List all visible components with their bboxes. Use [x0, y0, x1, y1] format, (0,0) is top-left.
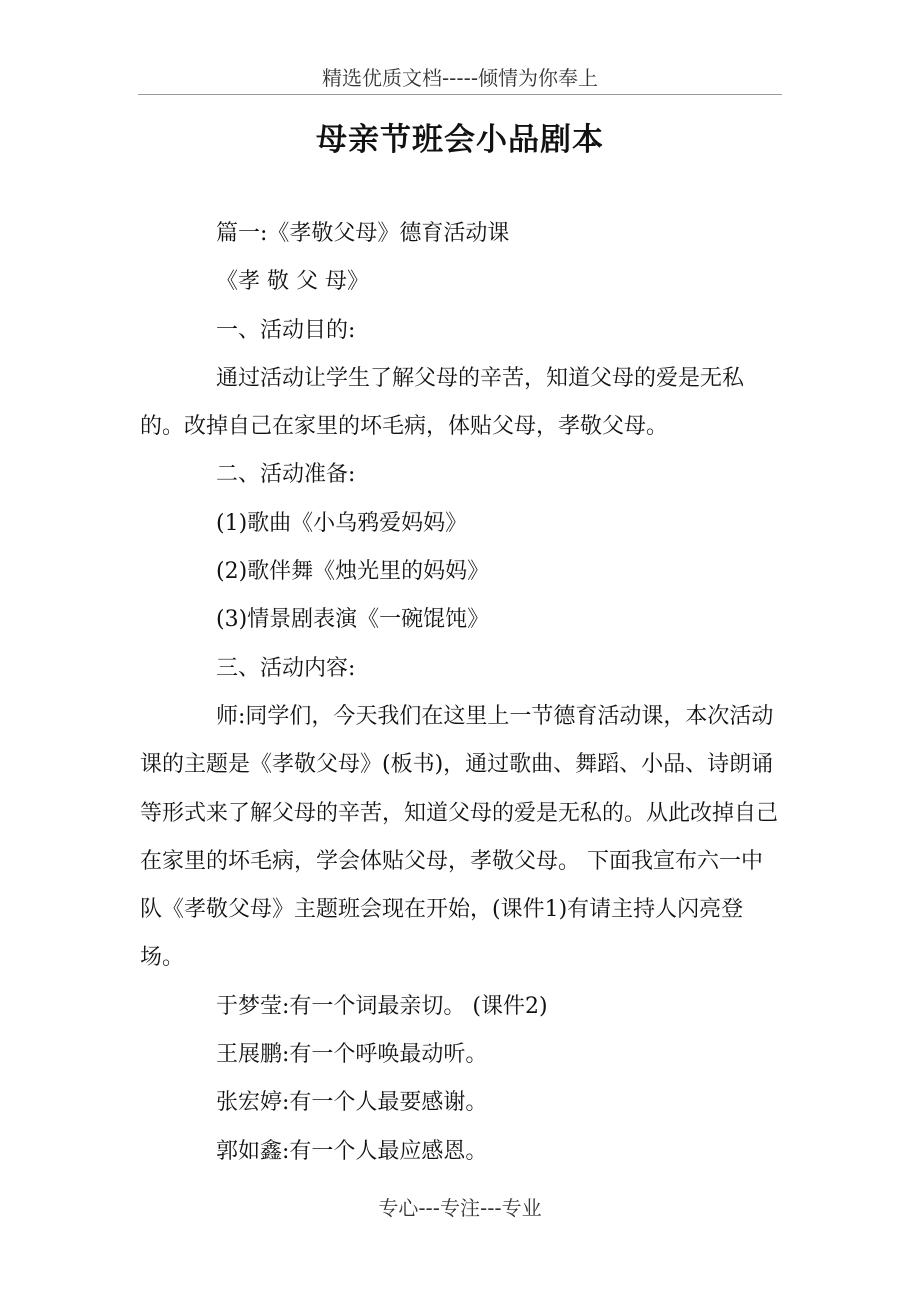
paragraph-13: 张宏婷:有一个人最要感谢。: [216, 1090, 488, 1116]
page-footer: 专心---专注---专业: [378, 1196, 542, 1220]
paragraph-3: 一、活动目的:: [216, 317, 356, 343]
paragraph-10: 师:同学们，今天我们在这里上一节德育活动课，本次活动课的主题是《孝敬父母》(板书)，通过歌曲、舞蹈、小品、诗朗诵等形式来了解父母的辛苦，知道父母的爱是无私的。从此改掉自己在家里的坏毛病，学会体贴父母，孝敬父母。 下面我宣布六一中队《孝敬父母》主题班会现在开始，(课件1)有请主持人闪亮登场。: [140, 703, 779, 971]
paragraph-8: (3)情景剧表演《一碗馄饨》: [216, 607, 490, 633]
document-title: 母亲节班会小品剧本: [316, 122, 604, 158]
paragraph-4: 通过活动让学生了解父母的辛苦，知道父母的爱是无私的。改掉自己在家里的坏毛病，体贴父母，孝敬父母。: [140, 365, 745, 440]
page-header: 精选优质文档-----倾情为你奉上: [321, 66, 599, 90]
paragraph-2: 《孝 敬 父 母》: [216, 269, 369, 295]
paragraph-9: 三、活动内容:: [216, 655, 356, 681]
paragraph-6: (1)歌曲《小乌鸦爱妈妈》: [216, 510, 468, 536]
paragraph-7: (2)歌伴舞《烛光里的妈妈》: [216, 559, 490, 585]
document-body: [140, 210, 784, 1176]
paragraph-1: 篇一:《孝敬父母》德育活动课: [216, 221, 510, 246]
header-divider: [138, 94, 782, 95]
paragraph-5: 二、活动准备:: [216, 462, 356, 488]
paragraph-12: 王展鹏:有一个呼唤最动听。: [216, 1042, 488, 1068]
paragraph-14: 郭如鑫:有一个人最应感恩。: [216, 1138, 488, 1164]
paragraph-11: 于梦莹:有一个词最亲切。 (课件2): [216, 993, 548, 1019]
